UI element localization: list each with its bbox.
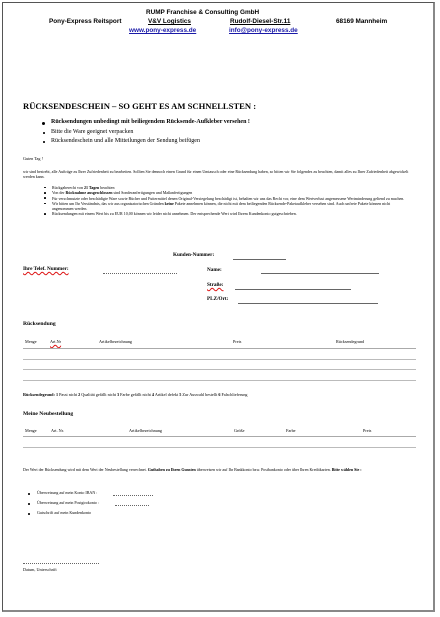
- table-row[interactable]: [23, 369, 416, 370]
- neubestellung-heading: Meine Neubestellung: [23, 411, 74, 417]
- plz-ort-label: PLZ/Ort:: [207, 296, 229, 302]
- option-bullet-icon: [28, 493, 30, 495]
- telefon-label: Ihre Telef. Nummer:: [23, 266, 69, 272]
- signature-line[interactable]: [23, 563, 99, 564]
- bullet-icon: [43, 132, 45, 134]
- col-farbe: Farbe: [286, 428, 296, 433]
- reasons-legend: Rücksendegrund: 1 Passt nicht 2 Qualität gefällt nicht 3 Farbe gefällt nicht 4 Artikel defekt 5 Zur Auswahl bestellt 6 Falschlieferung: [23, 392, 248, 397]
- bullet-icon: [42, 122, 45, 125]
- table-row[interactable]: [23, 359, 416, 360]
- intro-text: wir sind bestrebt, alle Aufträge zu Ihrer Zufriedenheit zu bearbeiten. Sollten Sie dennoch einen Grund für einen Umtausch oder eine Rücksendung haben, so bitten wir Sie folgendes zu beachten, damit alles zu Ihrer Zufriedenheit abgewickelt werden kann.: [23, 169, 409, 180]
- col-artnr: Art. Nr.: [51, 428, 64, 433]
- main-bullet-1: Rücksendungen unbedingt mit beiliegendem Rücksende-Aufkleber versehen !: [51, 119, 250, 125]
- option-bullet-icon: [28, 503, 30, 505]
- col-artikelbezeichnung: Artikelbezeichnung: [99, 339, 133, 344]
- signature-label: Datum, Unterschrift: [23, 567, 57, 572]
- table-row[interactable]: [23, 348, 416, 349]
- col-groesse: Größe: [234, 428, 245, 433]
- address-street: Rudolf-Diesel-Str.11: [230, 18, 291, 25]
- strasse-label: Straße:: [207, 282, 224, 288]
- page-title: RÜCKSENDESCHEIN – SO GEHT ES AM SCHNELLSTEN :: [23, 101, 257, 111]
- option-postgiro[interactable]: Überweisung auf mein Postgirokonto :: [37, 500, 99, 505]
- rule-item: Von der Rücknahme ausgeschlossen sind Sonderanfertigungen und Maßanfertigungen: [52, 190, 412, 195]
- plz-ort-field[interactable]: [238, 303, 378, 304]
- option-iban[interactable]: Überweisung auf mein Konto IBAN :: [37, 490, 98, 495]
- website-link[interactable]: www.pony-express.de: [129, 27, 197, 34]
- brand-vv-logistics: V&V Logistics: [148, 18, 191, 25]
- payment-text: Der Wert der Rücksendung wird mit dem Wert der Neubestellung verrechnet. Guthaben zu Ihren Gunsten überweisen wir auf Ihr Bankkonto bzw. Postbankonto oder über Ihren Kreditkarten. Bitte wählen Sie :: [23, 467, 362, 472]
- document-page: [2, 2, 435, 612]
- name-label: Name:: [207, 267, 222, 273]
- col-artikelbezeichnung: Artikelbezeichnung: [129, 428, 163, 433]
- table-row[interactable]: [23, 436, 416, 437]
- rule-item: Für verschmutzte oder beschädigte Ware sowie Bücher und Futtermittel denen Original-Versiegelung beschädigt ist, behalten wir uns das Recht vor, eine dem Wertverlust angemessene Wertminderung geltend zu machen.: [52, 196, 412, 201]
- brand-pony-express: Pony-Express Reitsport: [49, 18, 122, 25]
- col-ruecksendegrund: Rücksendegrund: [336, 339, 365, 344]
- col-preis: Preis: [363, 428, 372, 433]
- col-menge: Menge: [25, 428, 37, 433]
- postgiro-field[interactable]: [115, 505, 149, 506]
- rule-item: Rücksendungen mit einem Wert bis zu EUR 10,00 können wir leider nicht annehmen. Der entsprechende Wert wird Ihrem Kundenkonto gutgeschrieben.: [52, 211, 412, 216]
- col-preis: Preis: [233, 339, 242, 344]
- main-bullet-2: Bitte die Ware geeignet verpacken: [51, 129, 134, 135]
- col-artnr: Art.Nr: [50, 339, 62, 344]
- kunden-nummer-label: Kunden-Nummer:: [173, 252, 215, 258]
- bullet-icon: [43, 141, 45, 143]
- strasse-field[interactable]: [235, 289, 351, 290]
- company-name: RUMP Franchise & Consulting GmbH: [146, 9, 260, 16]
- ruecksendung-heading: Rücksendung: [23, 321, 56, 327]
- iban-field[interactable]: [113, 495, 153, 496]
- col-menge: Menge: [25, 339, 37, 344]
- option-bullet-icon: [28, 513, 30, 515]
- rule-item: Rückgaberecht von 21 Tagen beachten: [52, 185, 412, 190]
- rule-item: Wir bitten um Ihr Verständnis, das wir aus organisatorischen Gründen keine Pakete annehmen können, die nicht mit dem beiliegenden Rücksende-Paketaufkleber versehen sind. Auch unfreie Pakete können nicht angenommen werden.: [52, 201, 412, 212]
- table-row[interactable]: [23, 380, 416, 381]
- name-field[interactable]: [261, 273, 379, 274]
- main-bullet-3: Rücksendeschein und alle Mitteilungen der Sendung beifügen: [51, 138, 200, 144]
- table-row[interactable]: [23, 447, 416, 448]
- telefon-field[interactable]: [103, 273, 177, 274]
- rules-list: [52, 185, 412, 217]
- kunden-nummer-field[interactable]: [233, 259, 286, 260]
- option-kundenkonto[interactable]: Gutschrift auf mein Kundenkonto: [37, 510, 92, 515]
- email-link[interactable]: info@pony-express.de: [229, 27, 298, 34]
- address-city: 68169 Mannheim: [336, 18, 388, 25]
- greeting: Guten Tag !: [23, 156, 43, 161]
